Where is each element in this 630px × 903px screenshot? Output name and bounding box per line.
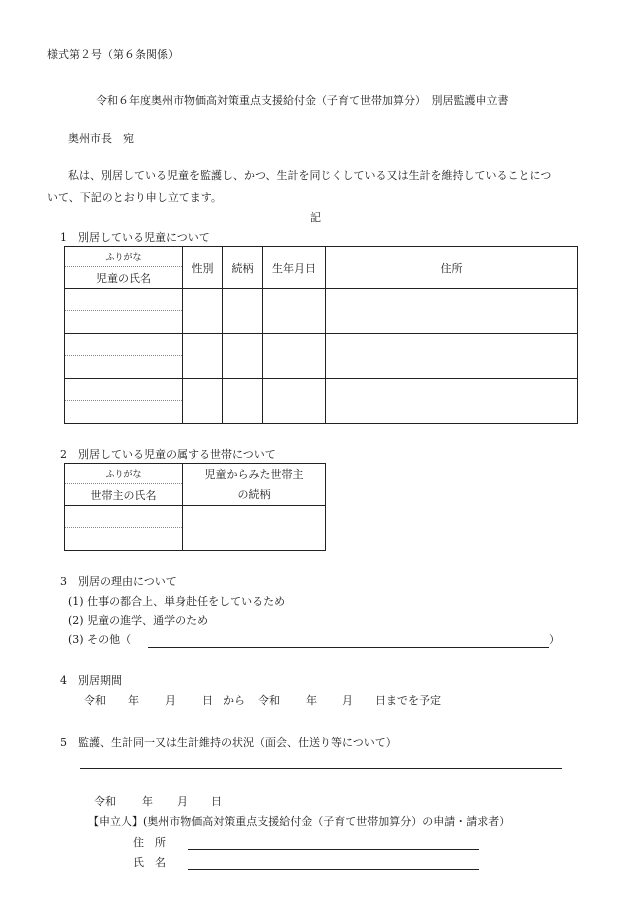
- reason-option-1: (1) 仕事の都合上、単身赴任をしているため: [68, 595, 286, 608]
- child-3-furigana-cell[interactable]: [65, 379, 183, 401]
- period-start-month: 月: [165, 694, 176, 707]
- applicant-label: 【申立人】(奥州市物価高対策重点支援給付金（子育て世帯加算分）の申請・請求者）: [88, 815, 511, 828]
- child-3-gender-cell[interactable]: [183, 379, 223, 424]
- form-number: 様式第２号（第６条関係）: [47, 48, 179, 61]
- period-end-month: 月: [342, 694, 353, 707]
- page-title: 令和６年度奥州市物価高対策重点支援給付金（子育て世帯加算分） 別居監護申立書: [96, 94, 509, 107]
- name-label: 氏 名: [133, 856, 166, 869]
- header-child-name: 児童の氏名: [65, 267, 183, 289]
- child-2-furigana-cell[interactable]: [65, 334, 183, 356]
- child-3-address-cell[interactable]: [326, 379, 578, 424]
- header-gender: 性別: [183, 247, 223, 289]
- householder-relation-cell[interactable]: [183, 506, 326, 551]
- name-line[interactable]: [188, 869, 479, 870]
- reason-option-2: (2) 児童の進学、通学のため: [68, 614, 209, 627]
- footer-year: 年: [142, 795, 153, 808]
- household-header-relation-2: の続柄: [183, 484, 326, 506]
- footer-reiwa: 令和: [94, 795, 116, 808]
- period-end-year: 年: [306, 694, 317, 707]
- header-birthdate: 生年月日: [263, 247, 326, 289]
- household-table: [64, 463, 326, 551]
- addressee: 奥州市長 宛: [68, 132, 134, 145]
- header-furigana: ふりがな: [65, 247, 183, 267]
- header-address: 住所: [326, 247, 578, 289]
- child-3-name-cell[interactable]: [65, 401, 183, 424]
- footer-month: 月: [177, 795, 188, 808]
- child-2-birthdate-cell[interactable]: [263, 334, 326, 379]
- header-relation: 続柄: [223, 247, 263, 289]
- address-label: 住 所: [133, 836, 166, 849]
- intro-line-2: いて、下記のとおり申し立てます。: [47, 191, 222, 204]
- section4-heading: 4 別居期間: [60, 674, 122, 687]
- child-1-birthdate-cell[interactable]: [263, 289, 326, 334]
- period-from: から: [223, 694, 245, 707]
- address-line[interactable]: [188, 849, 479, 850]
- child-1-name-cell[interactable]: [65, 311, 183, 334]
- child-2-name-cell[interactable]: [65, 356, 183, 379]
- period-end-reiwa: 令和: [258, 694, 280, 707]
- intro-line-1: 私は、別居している児童を監護し、かつ、生計を同じくしている又は生計を維持していることにつ: [68, 169, 552, 182]
- child-1-furigana-cell[interactable]: [65, 289, 183, 311]
- section1-heading: 1 別居している児童について: [60, 231, 210, 244]
- householder-name-cell[interactable]: [65, 528, 183, 551]
- ki-heading: 記: [310, 211, 321, 224]
- child-2-address-cell[interactable]: [326, 334, 578, 379]
- period-end-day: 日までを予定: [375, 694, 441, 707]
- reason-option-3: (3) その他（: [68, 633, 132, 646]
- child-1-relation-cell[interactable]: [223, 289, 263, 334]
- child-3-birthdate-cell[interactable]: [263, 379, 326, 424]
- footer-day: 日: [211, 795, 222, 808]
- period-start-day: 日: [202, 694, 213, 707]
- household-header-name: 世帯主の氏名: [65, 484, 183, 506]
- section5-heading: 5 監護、生計同一又は生計維持の状況（面会、仕送り等について）: [60, 736, 397, 749]
- household-header-relation-1: 児童からみた世帯主: [183, 464, 326, 484]
- child-3-relation-cell[interactable]: [223, 379, 263, 424]
- other-reason-line[interactable]: [148, 647, 549, 648]
- child-1-address-cell[interactable]: [326, 289, 578, 334]
- children-table: [64, 246, 578, 424]
- child-2-relation-cell[interactable]: [223, 334, 263, 379]
- section2-heading: 2 別居している児童の属する世帯について: [60, 448, 276, 461]
- status-line[interactable]: [80, 768, 562, 769]
- child-1-gender-cell[interactable]: [183, 289, 223, 334]
- reason-option-3-close: ）: [549, 633, 560, 646]
- child-2-gender-cell[interactable]: [183, 334, 223, 379]
- householder-furigana-cell[interactable]: [65, 506, 183, 528]
- period-start-year: 年: [128, 694, 139, 707]
- period-start-reiwa: 令和: [84, 694, 106, 707]
- household-header-furigana: ふりがな: [65, 464, 183, 484]
- section3-heading: 3 別居の理由について: [60, 575, 177, 588]
